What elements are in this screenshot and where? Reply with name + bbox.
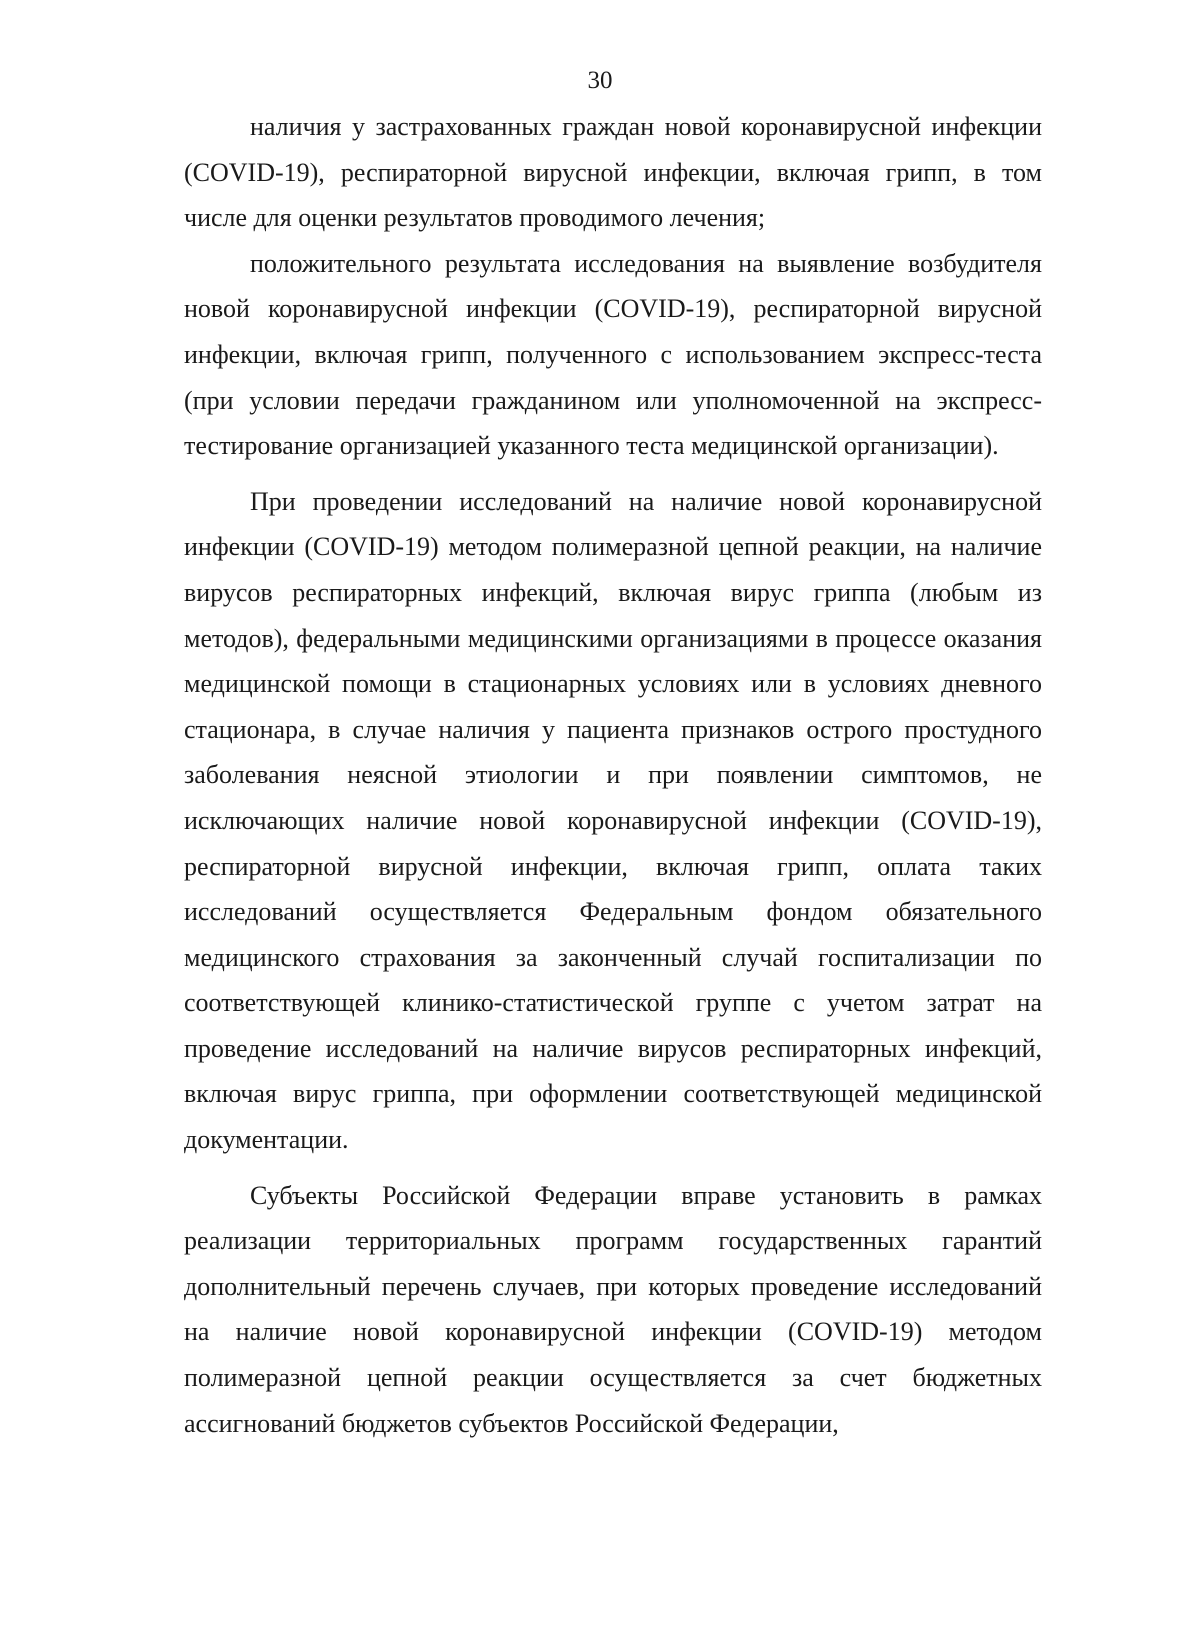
paragraph-gap bbox=[184, 469, 1042, 479]
body-text bbox=[184, 104, 1042, 1446]
paragraph-1: наличия у застрахованных граждан новой коронавирусной инфекции (COVID-19), респираторной вирусной инфекции, включая грипп, в том числе для оценки результатов проводимого лечения; bbox=[184, 112, 1042, 233]
paragraph-3: При проведении исследований на наличие новой коронавирусной инфекции (COVID-19) методом полимеразной цепной реакции, на наличие вирусов респираторных инфекций, включая вирус гриппа (любым из методов), федеральными медицинскими организациями в процессе оказания медицинской помощи в стационарных условиях или в условиях дневного стационара, в случае наличия у пациента признаков острого простудного заболевания неясной этиологии и при появлении симптомов, не исключающих наличие новой коронавирусной инфекции (COVID-19), респираторной вирусной инфекции, включая грипп, оплата таких исследований осуществляется Федеральным фондом обязательного медицинского страхования за законченный случай госпитализации по соответствующей клинико-статистической группе с учетом затрат на проведение исследований на наличие вирусов респираторных инфекций, включая вирус гриппа, при оформлении соответствующей медицинской документации. bbox=[184, 486, 1042, 1155]
paragraph-4: Субъекты Российской Федерации вправе установить в рамках реализации территориальных программ государственных гарантий дополнительный перечень случаев, при которых проведение исследований на наличие новой коронавирусной инфекции (COVID-19) методом полимеразной цепной реакции осуществляется за счет бюджетных ассигнований бюджетов субъектов Российской Федерации, bbox=[184, 1180, 1042, 1438]
page-number: 30 bbox=[587, 67, 613, 94]
paragraph-gap bbox=[184, 1163, 1042, 1173]
paragraph-2: положительного результата исследования на выявление возбудителя новой коронавирусной инфекции (COVID-19), респираторной вирусной инфекции, включая грипп, полученного с использованием экспресс-теста (при условии передачи гражданином или уполномоченной на экспресс-тестирование организацией указанного теста медицинской организации). bbox=[184, 248, 1042, 461]
